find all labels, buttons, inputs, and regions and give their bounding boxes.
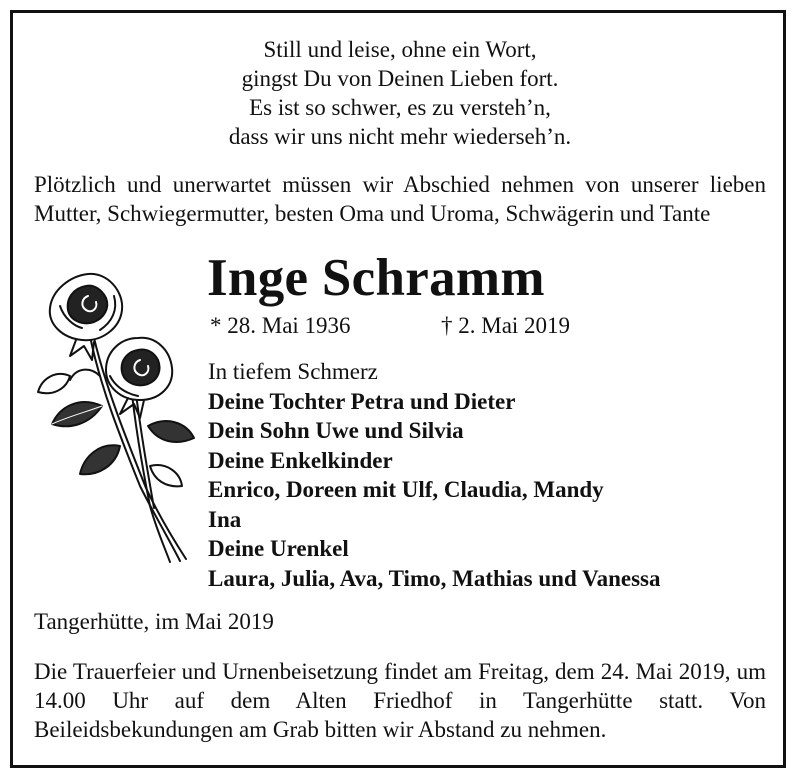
mourner-line: Enrico, Doreen mit Ulf, Claudia, Mandy xyxy=(208,477,604,502)
birth-date: * 28. Mai 1936 xyxy=(210,313,351,338)
poem-line: Es ist so schwer, es zu versteh’n, xyxy=(249,95,551,120)
poem xyxy=(10,35,790,151)
deceased-name: Inge Schramm xyxy=(207,249,545,307)
place-date: Tangerhütte, im Mai 2019 xyxy=(34,609,274,634)
mourner-line: Deine Urenkel xyxy=(208,536,349,561)
poem-line: Still und leise, ohne ein Wort, xyxy=(263,37,537,62)
mourners-list xyxy=(208,357,660,593)
roses-icon xyxy=(30,266,200,566)
mourner-line: Dein Sohn Uwe und Silvia xyxy=(208,418,464,443)
poem-line: gingst Du von Deinen Lieben fort. xyxy=(241,66,559,91)
death-date: † 2. Mai 2019 xyxy=(441,313,571,338)
intro-text: Plötzlich und unerwartet müssen wir Abschied nehmen von unserer lieben Mutter, Schwiegermutter, besten Oma und Uroma, Schwägerin und Tante xyxy=(34,172,766,226)
mourner-line: Deine Enkelkinder xyxy=(208,447,393,473)
mourner-line: Deine Tochter Petra und Dieter xyxy=(208,388,516,414)
funeral-info: Die Trauerfeier und Urnenbeisetzung findet am Freitag, dem 24. Mai 2019, um 14.00 Uhr auf dem Alten Friedhof in Tangerhütte statt. Von Beileidsbekundungen am Grab bitten wir Abstand zu nehmen. xyxy=(34,659,766,742)
mourner-line: Laura, Julia, Ava, Timo, Mathias und Vanessa xyxy=(208,565,661,591)
poem-line: dass wir uns nicht mehr wiederseh’n. xyxy=(228,124,572,149)
mourner-line: Ina xyxy=(208,506,242,532)
mourners-opening: In tiefem Schmerz xyxy=(208,359,378,384)
